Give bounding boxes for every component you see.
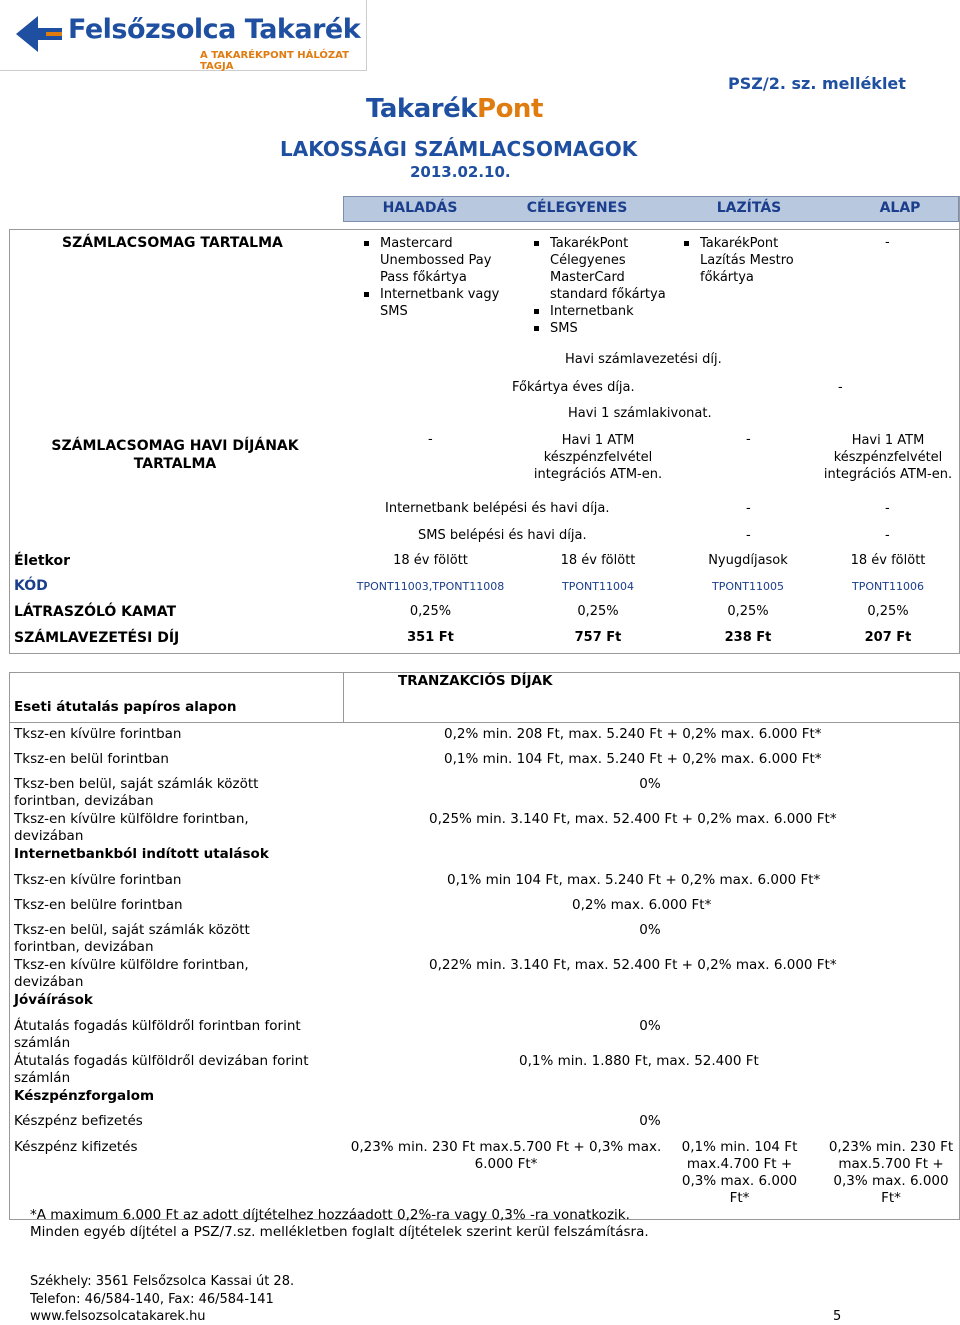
bank-logo [0,0,367,71]
page-date: 2013.02.10. [410,163,511,181]
cash-heading: Készpénzforgalom [14,1088,155,1104]
alap-content: - [885,235,890,250]
code-celegyenes: TPONT11004 [562,580,634,593]
takarekpont-logo: TakarékPont [366,94,543,124]
monthly-row-atm-lazitas: - [746,432,751,447]
deposit-label: Készpénz befizetés [14,1113,143,1129]
transaction-fees-title: TRANZAKCIÓS DÍJAK [398,673,553,689]
monthly-label: SZÁMLACSOMAG HAVI DÍJÁNAK TARTALMA [51,438,299,472]
age-celegyenes: 18 év fölött [560,553,636,568]
age-alap: 18 év fölött [850,553,926,568]
footnote: Minden egyéb díjtétel a PSZ/7.sz. mellékletben foglalt díjtételek szerint kerül felszámításra. [30,1224,649,1240]
withdrawal-value: 0,23% min. 230 Ft max.5.700 Ft + 0,3% max. 6.000 Ft* [828,1139,954,1206]
paper-row-label: Tksz-en belül forintban [14,751,169,767]
paper-row-value: 0,25% min. 3.140 Ft, max. 52.400 Ft + 0,2% max. 6.000 Ft* [429,811,837,827]
code-alap: TPONT11006 [852,580,924,593]
footer-address: Székhely: 3561 Felsőzsolca Kassai út 28. [30,1274,295,1289]
table-border-top [9,229,960,230]
net-row-label: Tksz-en kívülre külföldre forintban, devizában [14,957,249,990]
paper-row-label: Tksz-en kívülre forintban [14,726,182,742]
page-number: 5 [833,1309,842,1324]
credits-heading: Jóváírások [14,992,93,1008]
withdrawal-label: Készpénz kifizetés [14,1139,138,1155]
internet-transfer-heading: Internetbankból indított utalások [14,846,269,862]
footnote: *A maximum 6.000 Ft az adott díjtételhez hozzáadott 0,2%-ra vagy 0,3% -ra vonatkozik. [30,1207,630,1223]
celegyenes-content [532,235,672,337]
monthly-row-internetbank-alap: - [885,501,890,516]
column-header-haladas: HALADÁS [382,200,458,216]
net-row-value: 0% [639,922,661,938]
age-lazitas: Nyugdíjasok [708,553,788,568]
table-border-bottom [9,653,960,654]
list-item: TakarékPont Lazítás Mestro főkártya [682,235,822,286]
paper-row-label: Tksz-ben belül, saját számlák között forintban, devizában [14,776,259,809]
fee-haladas: 351 Ft [407,630,454,645]
net-row-value: 0,2% max. 6.000 Ft* [572,897,712,913]
fee-lazitas: 238 Ft [724,630,772,645]
list-item: Internetbank vagy SMS [362,286,522,320]
net-row-label: Tksz-en kívülre forintban [14,872,182,888]
monthly-row-sms-lazitas: - [746,528,751,543]
age-label: Életkor [14,553,71,569]
divider [9,722,960,723]
paper-row-label: Tksz-en kívülre külföldre forintban, devizában [14,811,249,844]
paper-transfer-heading: Eseti átutalás papíros alapon [14,699,237,715]
monthly-row-card-fee-alap: - [838,380,843,395]
page-title: LAKOSSÁGI SZÁMLACSOMAGOK [280,137,638,161]
rate-label: LÁTRASZÓLÓ KAMAT [14,604,177,620]
net-row-value: 0,1% min 104 Ft, max. 5.240 Ft + 0,2% max. 6.000 Ft* [447,872,821,888]
rate-alap: 0,25% [867,604,909,619]
credit-row-label: Átutalás fogadás külföldről forintban forint számlán [14,1018,301,1051]
monthly-row-card-fee: Főkártya éves díja. [512,380,635,395]
net-row-label: Tksz-en belül, saját számlák között forintban, devizában [14,922,250,955]
content-label: SZÁMLACSOMAG TARTALMA [62,235,283,251]
bank-tagline: A TAKARÉKPONT HÁLÓZAT TAGJA [200,50,349,72]
withdrawal-value: 0,23% min. 230 Ft max.5.700 Ft + 0,3% max. 6.000 Ft* [350,1139,662,1172]
list-item: Internetbank [532,303,672,320]
footer-web[interactable]: www.felsozsolcatakarek.hu [30,1309,206,1324]
monthly-row-sms-alap: - [885,528,890,543]
monthly-row-internetbank-lazitas: - [746,501,751,516]
haladas-content [362,235,522,320]
column-header-alap: ALAP [879,200,921,216]
net-row-label: Tksz-en belülre forintban [14,897,183,913]
credit-row-value: 0,1% min. 1.880 Ft, max. 52.400 Ft [519,1053,759,1069]
list-item: SMS [532,320,672,337]
withdrawal-value: 0,1% min. 104 Ft max.4.700 Ft + 0,3% max. 6.000 Ft* [681,1139,798,1206]
monthly-row-internetbank: Internetbank belépési és havi díja. [385,501,610,516]
account-fee-label: SZÁMLAVEZETÉSI DÍJ [14,630,180,646]
monthly-row-atm-alap: Havi 1 ATM készpénzfelvétel integrációs ATM-en. [823,433,953,482]
bank-name: Felsőzsolca Takarék [68,14,361,45]
footer-phone: Telefon: 46/584-140, Fax: 46/584-141 [30,1292,274,1307]
age-haladas: 18 év fölött [393,553,468,568]
divider [343,672,344,722]
list-item: Mastercard Unembossed Pay Pass főkártya [362,235,522,286]
lazitas-content [682,235,822,286]
paper-row-value: 0,2% min. 208 Ft, max. 5.240 Ft + 0,2% max. 6.000 Ft* [444,726,822,742]
rate-lazitas: 0,25% [727,604,769,619]
bank-logo-mark-icon [16,14,62,54]
monthly-row-sms: SMS belépési és havi díja. [418,528,587,543]
monthly-row-atm-haladas: - [428,432,433,447]
code-lazitas: TPONT11005 [712,580,784,593]
column-header-lazitas: LAZÍTÁS [716,200,782,216]
rate-celegyenes: 0,25% [577,604,619,619]
table-border-left [9,229,10,654]
list-item: TakarékPont Célegyenes MasterCard standard főkártya [532,235,672,303]
fee-alap: 207 Ft [864,630,912,645]
code-label: KÓD [14,578,48,594]
paper-row-value: 0% [639,776,661,792]
monthly-row-atm: Havi 1 ATM készpénzfelvétel integrációs ATM-en. [533,433,663,482]
paper-row-value: 0,1% min. 104 Ft, max. 5.240 Ft + 0,2% max. 6.000 Ft* [444,751,822,767]
credit-row-value: 0% [639,1018,661,1034]
code-haladas: TPONT11003,TPONT11008 [356,580,505,593]
monthly-row-statement: Havi 1 számlakivonat. [568,406,712,421]
deposit-value: 0% [639,1113,661,1129]
credit-row-label: Átutalás fogadás külföldről devizában forint számlán [14,1053,309,1086]
net-row-value: 0,22% min. 3.140 Ft, max. 52.400 Ft + 0,2% max. 6.000 Ft* [429,957,837,973]
rate-haladas: 0,25% [409,604,452,619]
fee-celegyenes: 757 Ft [574,630,622,645]
monthly-row-account-fee: Havi számlavezetési díj. [565,352,722,367]
column-header-celegyenes: CÉLEGYENES [526,200,628,216]
annex-label: PSZ/2. sz. melléklet [728,74,906,93]
